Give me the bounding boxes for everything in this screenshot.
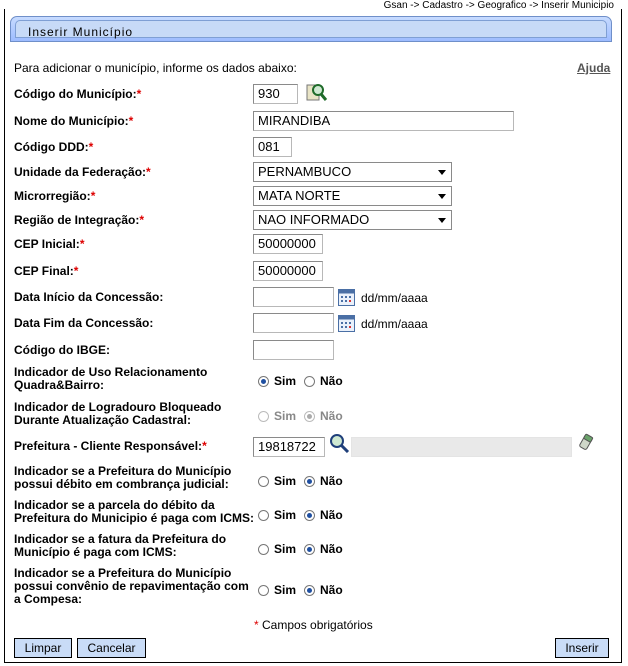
cancel-button[interactable]: Cancelar [77, 638, 146, 658]
intro-text: Para adicionar o município, informe os dados abaixo: [14, 61, 297, 75]
logradouro-sim[interactable]: Sim [258, 409, 296, 423]
date-format-hint: dd/mm/aaaa [361, 291, 428, 305]
debito-judicial-sim[interactable]: Sim [258, 474, 296, 488]
regiao-label: Região de Integração:* [14, 213, 145, 227]
data-fim-input[interactable] [253, 313, 334, 333]
data-fim-label: Data Fim da Concessão: [14, 316, 154, 330]
uso-quadra-sim[interactable]: Sim [258, 374, 296, 388]
data-ini-label: Data Início da Concessão: [14, 290, 164, 304]
prefeitura-name-display [351, 437, 572, 457]
form-frame [4, 9, 622, 663]
fatura-icms-label: Indicador se a fatura da Prefeitura do Município é paga com ICMS: [14, 532, 227, 559]
fatura-icms-nao[interactable]: Não [304, 542, 343, 556]
eraser-icon[interactable] [577, 433, 595, 453]
title-bar [10, 16, 612, 42]
insert-button[interactable]: Inserir [555, 638, 609, 658]
page-title: Inserir Município [28, 25, 134, 39]
nome-input[interactable]: MIRANDIBA [253, 111, 514, 131]
calendar-icon[interactable] [338, 315, 355, 332]
logradouro-nao[interactable]: Não [304, 409, 343, 423]
cep-ini-label: CEP Inicial:* [14, 237, 85, 251]
parcela-icms-nao[interactable]: Não [304, 508, 343, 522]
calendar-icon[interactable] [338, 289, 355, 306]
ddd-label: Código DDD:* [14, 140, 94, 154]
micro-select[interactable]: MATA NORTE [253, 186, 452, 206]
uso-quadra-nao[interactable]: Não [304, 374, 343, 388]
cep-fim-input[interactable]: 50000000 [253, 261, 323, 281]
chevron-down-icon [438, 170, 446, 175]
codigo-input[interactable]: 930 [253, 84, 298, 104]
required-legend: * Campos obrigatórios [254, 618, 373, 632]
uf-label: Unidade da Federação:* [14, 165, 151, 179]
micro-label: Microrregião:* [14, 189, 96, 203]
chevron-down-icon [438, 218, 446, 223]
search-icon[interactable] [328, 433, 350, 453]
nome-label: Nome do Município:* [14, 114, 134, 128]
convenio-sim[interactable]: Sim [258, 583, 296, 597]
help-link[interactable]: Ajuda [577, 61, 611, 75]
debito-judicial-nao[interactable]: Não [304, 474, 343, 488]
date-format-hint: dd/mm/aaaa [361, 317, 428, 331]
uso-quadra-label: Indicador de Uso Relacionamento Quadra&Bairro: [14, 365, 208, 392]
regiao-select[interactable]: NAO INFORMADO [253, 210, 452, 230]
clear-button[interactable]: Limpar [14, 638, 72, 658]
parcela-icms-label: Indicador se a parcela do débito da Prefeitura do Municipio é paga com ICMS: [14, 498, 255, 525]
breadcrumb: Gsan -> Cadastro -> Geografico -> Inserir Municipio [383, 0, 614, 11]
debito-judicial-label: Indicador se a Prefeitura do Município possui débito em combrança judicial: [14, 464, 232, 491]
codigo-label: Código do Município:* [14, 87, 142, 101]
convenio-label: Indicador se a Prefeitura do Município possui convênio de repavimentação com a Compesa: [14, 566, 249, 606]
ddd-input[interactable]: 081 [253, 137, 292, 157]
cep-fim-label: CEP Final:* [14, 264, 79, 278]
fatura-icms-sim[interactable]: Sim [258, 542, 296, 556]
uf-select[interactable]: PERNAMBUCO [253, 162, 452, 182]
prefeitura-input[interactable]: 19818722 [253, 437, 325, 457]
search-icon[interactable] [306, 82, 328, 102]
convenio-nao[interactable]: Não [304, 583, 343, 597]
logradouro-label: Indicador de Logradouro Bloqueado Durante Atualização Cadastral: [14, 400, 222, 427]
ibge-label: Código do IBGE: [14, 343, 110, 357]
parcela-icms-sim[interactable]: Sim [258, 508, 296, 522]
ibge-input[interactable] [253, 340, 334, 360]
chevron-down-icon [438, 194, 446, 199]
data-ini-input[interactable] [253, 287, 334, 307]
cep-ini-input[interactable]: 50000000 [253, 234, 323, 254]
prefeitura-label: Prefeitura - Cliente Responsável:* [14, 439, 207, 453]
